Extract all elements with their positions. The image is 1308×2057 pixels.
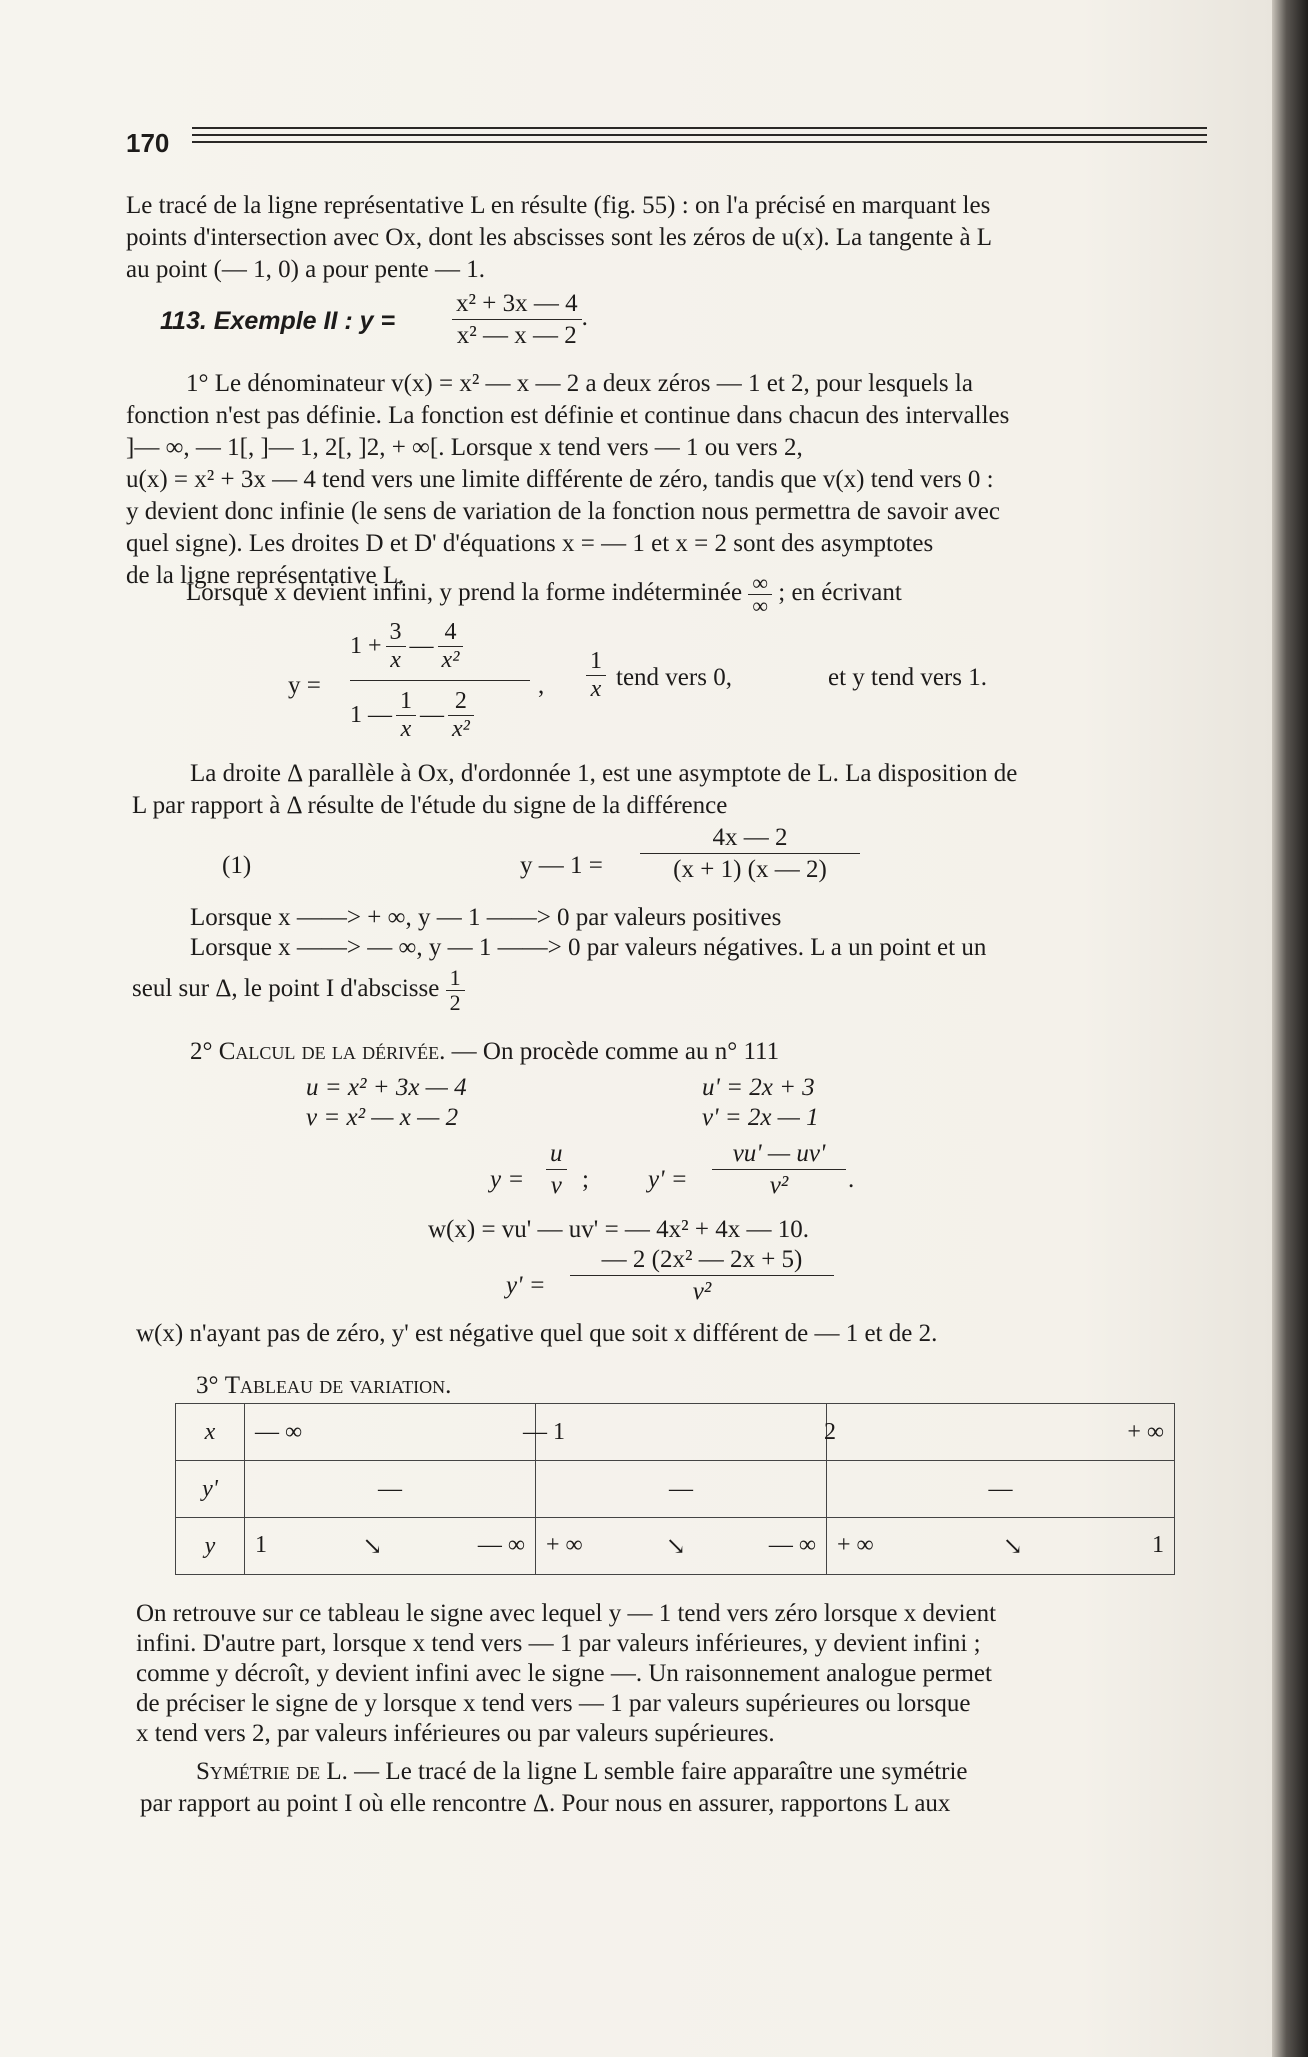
section-fraction	[452, 288, 588, 351]
deriv-yp-den: v²	[769, 1172, 789, 1199]
p2-line-1: La droite Δ parallèle à Ox, d'ordonnée 1, est une asymptote de L. La disposition de	[190, 760, 1018, 787]
table-cell-yprime-3: —	[827, 1461, 1175, 1518]
deriv-yp-frac	[712, 1138, 846, 1201]
limit-eq-tail-2: et y tend vers 1.	[828, 664, 987, 691]
limit-num-f1-num: 3	[386, 619, 406, 647]
table-title-number: 3°	[196, 1372, 225, 1399]
p1-indeterminate-num: ∞	[748, 572, 772, 595]
table-title-heading: Tableau de variation.	[224, 1372, 452, 1399]
table-cell-x-left	[245, 1404, 565, 1461]
deriv-y-frac	[546, 1138, 567, 1201]
p1-line-4: u(x) = x² + 3x — 4 tend vers une limite différente de zéro, tandis que v(x) tend vers 0 :	[126, 466, 994, 493]
p1-line-1: 1° Le dénominateur v(x) = x² — x — 2 a deux zéros — 1 et 2, pour lesquels la	[186, 370, 973, 397]
table-row-yprime	[176, 1461, 1175, 1518]
deriv-du: u' = 2x + 3	[702, 1074, 815, 1101]
intro-line-3: au point (— 1, 0) a pour pente — 1.	[126, 256, 485, 283]
p1-line-6: quel signe). Les droites D et D' d'équations x = — 1 et x = 2 sont des asymptotes	[126, 530, 934, 557]
deriv-y-lhs: y =	[490, 1166, 525, 1193]
limit-num-minus: —	[409, 632, 434, 659]
p1-indeterminate-den: ∞	[752, 593, 769, 618]
section-fraction-dot: .	[581, 304, 588, 332]
table-x-plus-inf: + ∞	[1127, 1418, 1164, 1445]
deriv-conclusion: w(x) n'ayant pas de zéro, y' est négative quel que soit x différent de — 1 et de 2.	[136, 1320, 938, 1347]
table-y-minus-inf-1: — ∞	[477, 1531, 525, 1558]
p4-line-4: de préciser le signe de y lorsque x tend vers — 1 par valeurs supérieures ou lorsque	[136, 1690, 971, 1717]
limit-eq-one-over-x	[586, 648, 606, 703]
p1-line-8	[186, 572, 902, 617]
p1-line-3: ]— ∞, — 1[, ]— 1, 2[, ]2, + ∞[. Lorsque x tend vers — 1 ou vers 2,	[126, 434, 803, 461]
deriv-yp2-den: v²	[692, 1278, 712, 1305]
table-cell-yprime-label: y'	[176, 1461, 245, 1518]
deriv-w: w(x) = vu' — uv' = — 4x² + 4x — 10.	[428, 1216, 810, 1243]
p4-line-1: On retrouve sur ce tableau le signe avec lequel y — 1 tend vers zéro lorsque x devient	[136, 1600, 997, 1627]
limit-f3-den: x	[590, 676, 602, 702]
deriv-yp2-frac	[570, 1244, 834, 1307]
intro-line-1: Le tracé de la ligne représentative L en résulte (fig. 55) : on l'a précisé en marquant les	[126, 192, 991, 219]
p3-half-den: 2	[449, 990, 461, 1015]
deriv-title	[190, 1036, 779, 1067]
table-x-two: 2	[824, 1418, 836, 1445]
p1-line-7: de la ligne représentative L.	[126, 562, 405, 589]
limit-eq-lhs: y =	[288, 672, 321, 699]
p5-line-1-text: — Le tracé de la ligne L semble faire apparaître une symétrie	[347, 1758, 968, 1785]
table-y-arrow-2: ↘	[665, 1533, 686, 1560]
deriv-y-num: u	[546, 1138, 567, 1170]
p3-line-3-text: seul sur Δ, le point I d'abscisse	[132, 975, 440, 1003]
deriv-semicolon: ;	[582, 1166, 589, 1193]
section-title	[160, 306, 395, 337]
section-title-text: 113. Exemple II : y =	[160, 307, 396, 335]
p1-line-2: fonction n'est pas définie. La fonction est définie et continue dans chacun des intervalles	[126, 402, 1010, 429]
table-x-minus-one: — 1	[523, 1418, 565, 1445]
section-fraction-numerator: x² + 3x — 4	[452, 288, 582, 320]
table-cell-x-right	[827, 1404, 1175, 1461]
deriv-yp-num: vu' — uv'	[712, 1138, 846, 1170]
variation-table	[175, 1403, 1175, 1575]
p5-line-2: par rapport au point I où elle rencontre Δ. Pour nous en assurer, rapportons L aux	[140, 1790, 951, 1817]
p1-line-8-text: Lorsque x devient infini, y prend la forme indéterminée	[186, 579, 743, 607]
eq1-lhs: y — 1 =	[520, 852, 603, 879]
limit-num-f2-num: 4	[438, 619, 464, 647]
limit-den-f2-den: x²	[452, 715, 470, 742]
limit-eq-numerator	[350, 612, 540, 680]
deriv-yp2-lhs: y' =	[506, 1272, 546, 1299]
limit-den-f1-den: x	[400, 715, 412, 742]
limit-num-one-plus: 1 +	[350, 632, 382, 659]
table-cell-x-label: x	[176, 1404, 245, 1461]
p3-line-1: Lorsque x ——> + ∞, y — 1 ——> 0 par valeurs positives	[190, 904, 782, 931]
deriv-yp-dot: .	[848, 1166, 855, 1193]
deriv-dv: v' = 2x — 1	[702, 1104, 819, 1131]
limit-eq-denominator	[350, 681, 540, 749]
deriv-title-rest: — On procède comme au n° 111	[445, 1038, 780, 1065]
table-title	[196, 1370, 451, 1401]
eq1-fraction	[640, 822, 860, 885]
table-cell-yprime-2: —	[536, 1461, 827, 1518]
header-rule-bottom	[192, 141, 1207, 143]
deriv-y-den: v	[550, 1172, 562, 1199]
eq1-label: (1)	[222, 852, 252, 879]
limit-num-f1-den: x	[390, 646, 401, 673]
p3-line-3	[132, 966, 465, 1015]
deriv-title-heading: Calcul de la dérivée.	[218, 1038, 446, 1065]
deriv-title-number: 2°	[190, 1038, 219, 1065]
table-y-end-one: 1	[1151, 1531, 1164, 1558]
limit-f3-num: 1	[586, 648, 606, 676]
table-cell-y-2	[536, 1518, 827, 1575]
p3-half-num: 1	[446, 966, 465, 991]
limit-den-minus: —	[420, 701, 444, 728]
table-y-arrow-3: ↘	[1002, 1533, 1023, 1560]
table-row-y	[176, 1518, 1175, 1575]
limit-eq-comma: ,	[538, 672, 545, 699]
deriv-yp-lhs: y' =	[648, 1166, 688, 1193]
limit-den-one-minus: 1 —	[350, 701, 392, 728]
section-fraction-denominator: x² — x — 2	[456, 322, 577, 349]
table-y-arrow-1: ↘	[362, 1533, 383, 1560]
p4-line-5: x tend vers 2, par valeurs inférieures ou par valeurs supérieures.	[136, 1720, 775, 1747]
table-cell-x-mid	[536, 1404, 836, 1461]
table-cell-y-3	[827, 1518, 1175, 1575]
table-cell-y-label: y	[176, 1518, 245, 1575]
limit-eq-tail-1: tend vers 0,	[616, 664, 732, 691]
table-row-x	[176, 1404, 1175, 1461]
table-cell-yprime-1: —	[245, 1461, 536, 1518]
limit-den-f1-num: 1	[396, 688, 416, 716]
deriv-u: u = x² + 3x — 4	[306, 1074, 467, 1101]
eq1-denominator: (x + 1) (x — 2)	[673, 856, 827, 883]
p5-heading: Symétrie de L.	[196, 1758, 348, 1785]
table-x-minus-inf: — ∞	[255, 1418, 303, 1445]
p4-line-3: comme y décroît, y devient infini avec le signe —. Un raisonnement analogue permet	[136, 1660, 992, 1687]
limit-num-f2-den: x²	[441, 646, 460, 673]
p4-line-2: infini. D'autre part, lorsque x tend vers — 1 par valeurs inférieures, y devient infini ;	[136, 1630, 981, 1657]
book-spine-shadow	[1272, 0, 1308, 2057]
table-y-start-one: 1	[255, 1531, 267, 1558]
intro-line-2: points d'intersection avec Ox, dont les abscisses sont les zéros de u(x). La tangente à L	[126, 224, 993, 251]
header-rule-mid	[192, 134, 1207, 136]
p1-line-8-end: ; en écrivant	[778, 579, 902, 607]
limit-eq-big-fraction	[350, 612, 540, 749]
eq1-numerator: 4x — 2	[640, 822, 860, 854]
p3-line-2: Lorsque x ——> — ∞, y — 1 ——> 0 par valeurs négatives. L a un point et un	[190, 934, 987, 961]
table-cell-y-1	[245, 1518, 536, 1575]
page-number: 170	[126, 128, 170, 158]
header-rule-top	[192, 127, 1207, 129]
limit-den-f2-num: 2	[448, 688, 474, 716]
p5-line-1	[196, 1756, 968, 1787]
table-y-minus-inf-2: — ∞	[768, 1531, 816, 1558]
table-y-plus-inf-2: + ∞	[837, 1531, 874, 1558]
deriv-v: v = x² — x — 2	[306, 1104, 459, 1131]
deriv-yp2-num: — 2 (2x² — 2x + 5)	[570, 1244, 834, 1276]
p2-line-2: L par rapport à Δ résulte de l'étude du signe de la différence	[132, 792, 728, 819]
table-y-plus-inf-1: + ∞	[546, 1531, 583, 1558]
p1-line-5: y devient donc infinie (le sens de variation de la fonction nous permettra de savoir avec	[126, 498, 1000, 525]
